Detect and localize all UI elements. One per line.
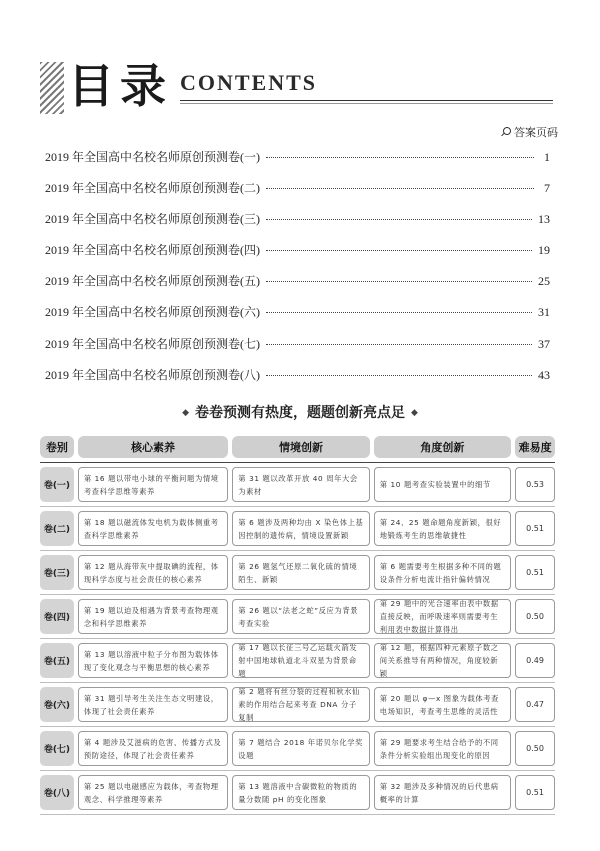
- context-cell: [232, 687, 369, 722]
- toc-leader-dots: [266, 312, 532, 313]
- core-literacy-cell: [78, 775, 228, 810]
- difficulty-cell: 0.50: [515, 731, 555, 766]
- toc-entry-page: 19: [538, 243, 550, 258]
- search-icon: [501, 127, 511, 137]
- page-title-english: CONTENTS: [180, 70, 318, 95]
- context-cell: [232, 775, 369, 810]
- toc-entry-title: 2019 年全国高中名校名师原创预测卷(七): [45, 336, 260, 351]
- toc-leader-dots: [266, 281, 532, 282]
- toc-entry-page: 37: [538, 336, 550, 351]
- toc-leader-dots: [266, 219, 532, 220]
- toc-entry[interactable]: [45, 210, 550, 241]
- table-body: [40, 462, 555, 815]
- angle-cell: [374, 731, 511, 766]
- core-literacy-cell: [78, 643, 228, 678]
- paper-label: 卷(一): [40, 467, 74, 502]
- paper-label: 卷(五): [40, 643, 74, 678]
- toc-entry-page: 31: [538, 305, 550, 320]
- toc-entry[interactable]: [45, 148, 550, 179]
- cell-text: 第 31 题以改革开放 40 周年大会为素材: [238, 473, 358, 496]
- header-angle-innovation: 角度创新: [374, 436, 511, 458]
- toc-entry[interactable]: [45, 241, 550, 272]
- paper-label: 卷(三): [40, 555, 74, 590]
- toc-leader-dots: [266, 344, 532, 345]
- angle-cell: [374, 599, 511, 634]
- paper-label: 卷(七): [40, 731, 74, 766]
- cell-text: 第 10 题考查实验装置中的细节: [379, 480, 491, 489]
- angle-cell: [374, 467, 511, 502]
- cell-text: 第 20 题以 φ—x 图象为载体考查电场知识，考查考生思维的灵活性: [379, 693, 500, 716]
- header-difficulty: 难易度: [515, 436, 555, 458]
- paper-label: 卷(六): [40, 687, 74, 722]
- table-row: [40, 507, 555, 551]
- diamond-icon: ◆: [411, 408, 418, 418]
- toc-entry-page: 43: [538, 367, 550, 382]
- paper-label: 卷(四): [40, 599, 74, 634]
- difficulty-cell: 0.47: [515, 687, 555, 722]
- table-row: [40, 727, 555, 771]
- cell-text: 第 26 题以“法老之蛇”反应为背景考查实验: [238, 605, 359, 628]
- toc-entry-title: 2019 年全国高中名校名师原创预测卷(四): [45, 243, 260, 258]
- toc-leader-dots: [266, 157, 534, 158]
- core-literacy-cell: [78, 467, 228, 502]
- table-row: [40, 551, 555, 595]
- cell-text: 第 32 题涉及多种情况的后代患病概率的计算: [379, 781, 499, 804]
- cell-text: 第 7 题结合 2018 年诺贝尔化学奖设题: [238, 737, 364, 760]
- cell-text: 第 31 题引导考生关注生态文明建设，体现了社会责任素养: [83, 693, 219, 716]
- toc-leader-dots: [266, 375, 532, 376]
- table-row: [40, 683, 555, 727]
- cell-text: 第 4 题涉及艾滋病的危害、传播方式及预防途径，体现了社会责任素养: [83, 737, 222, 760]
- header-paper: 卷别: [40, 436, 74, 458]
- toc-entry[interactable]: [45, 179, 550, 210]
- cell-text: 第 6 题需要考生根据多种不同的题设条件分析电流计指针偏转情况: [379, 561, 502, 584]
- angle-cell: [374, 775, 511, 810]
- context-cell: [232, 731, 369, 766]
- toc-leader-dots: [266, 250, 532, 251]
- core-literacy-cell: [78, 731, 228, 766]
- cell-text: 第 6 题涉及两种均由 X 染色体上基因控制的遗传病，情境设置新颖: [238, 517, 364, 540]
- header-context-innovation: 情境创新: [232, 436, 369, 458]
- context-cell: [232, 511, 369, 546]
- table-row: [40, 463, 555, 507]
- cell-text: 第 13 题以溶液中粒子分布图为载体体现了变化观念与平衡思想的核心素养: [83, 649, 219, 672]
- toc-entry-title: 2019 年全国高中名校名师原创预测卷(八): [45, 367, 260, 382]
- context-cell: [232, 599, 369, 634]
- toc-entry-title: 2019 年全国高中名校名师原创预测卷(二): [45, 181, 260, 196]
- cell-text: 第 12 题从海带灰中提取碘的流程，体现科学态度与社会责任的核心素养: [83, 561, 219, 584]
- table-row: [40, 639, 555, 683]
- core-literacy-cell: [78, 511, 228, 546]
- cell-text: 第 17 题以长征三号乙运载火箭发射中国地球轨道北斗双星为背景命题: [238, 643, 358, 678]
- angle-cell: [374, 643, 511, 678]
- context-cell: [232, 555, 369, 590]
- answer-page-label: 答案页码: [514, 126, 558, 139]
- table-row: [40, 771, 555, 815]
- cell-text: 第 13 题溶液中含碳微粒的物质的量分数随 pH 的变化图象: [238, 781, 358, 804]
- toc-entry-title: 2019 年全国高中名校名师原创预测卷(三): [45, 212, 260, 227]
- difficulty-cell: 0.49: [515, 643, 555, 678]
- cell-text: 第 29 题中的光合速率由表中数据直接反映，而呼吸速率则需要考生利用表中数据计算得出: [379, 599, 499, 634]
- difficulty-cell: 0.51: [515, 511, 555, 546]
- cell-text: 第 25 题以电磁感应为载体，考查物理观念、科学推理等素养: [83, 781, 219, 804]
- difficulty-cell: 0.50: [515, 599, 555, 634]
- paper-label: 卷(八): [40, 775, 74, 810]
- cell-text: 第 12 题，根据四种元素原子数之间关系推导有两种情况，角度较新颖: [379, 643, 499, 678]
- toc-entry[interactable]: [45, 303, 550, 334]
- toc-entry[interactable]: [45, 335, 550, 366]
- toc-entry[interactable]: [45, 272, 550, 303]
- innovation-table: [40, 432, 555, 815]
- header-core-literacy: 核心素养: [78, 436, 228, 458]
- difficulty-cell: 0.53: [515, 467, 555, 502]
- paper-label: 卷(二): [40, 511, 74, 546]
- toc-leader-dots: [266, 188, 534, 189]
- diamond-icon: ◆: [182, 408, 189, 418]
- toc-entry-page: 13: [538, 212, 550, 227]
- title-underline: [180, 100, 553, 101]
- toc-entry-title: 2019 年全国高中名校名师原创预测卷(一): [45, 150, 260, 164]
- decorative-stripes: [40, 62, 64, 114]
- difficulty-cell: 0.51: [515, 775, 555, 810]
- context-cell: [232, 643, 369, 678]
- cell-text: 第 18 题以磁流体发电机为载体侧重考查科学思维素养: [83, 517, 219, 540]
- page-title: 目录: [68, 59, 172, 113]
- core-literacy-cell: [78, 687, 228, 722]
- angle-cell: [374, 511, 511, 546]
- cell-text: 第 24、25 题命题角度新颖，很好地锻炼考生的思维敏捷性: [379, 517, 502, 540]
- difficulty-cell: 0.51: [515, 555, 555, 590]
- table-header: [40, 432, 555, 462]
- toc-entry-page: 25: [538, 274, 550, 289]
- angle-cell: [374, 687, 511, 722]
- toc-entry-title: 2019 年全国高中名校名师原创预测卷(六): [45, 305, 260, 320]
- title-underline-secondary: [180, 103, 553, 104]
- cell-text: 第 16 题以带电小球的平衡问题为情境考查科学思维等素养: [83, 473, 219, 496]
- context-cell: [232, 467, 369, 502]
- toc-entry-page: 1: [544, 150, 550, 164]
- cell-text: 第 26 题氢气还原二氧化硫的情境陌生、新颖: [238, 561, 358, 584]
- cell-text: 第 2 题将有丝分裂的过程和秋水仙素的作用结合起来考查 DNA 分子复制: [238, 687, 360, 722]
- cell-text: 第 29 题要求考生结合给予的不同条件分析实验组出现变化的原因: [379, 737, 499, 760]
- angle-cell: [374, 555, 511, 590]
- table-row: [40, 595, 555, 639]
- core-literacy-cell: [78, 555, 228, 590]
- table-of-contents: [45, 148, 550, 397]
- toc-entry-page: 7: [544, 181, 550, 196]
- section-subtitle: [0, 402, 600, 422]
- answer-page-link[interactable]: [501, 124, 558, 140]
- section-subtitle-text: 卷卷预测有热度，题题创新亮点足: [195, 405, 405, 421]
- toc-entry-title: 2019 年全国高中名校名师原创预测卷(五): [45, 274, 260, 289]
- toc-entry[interactable]: [45, 366, 550, 397]
- core-literacy-cell: [78, 599, 228, 634]
- cell-text: 第 19 题以迫及相遇为背景考查物理观念和科学思维素养: [83, 605, 219, 628]
